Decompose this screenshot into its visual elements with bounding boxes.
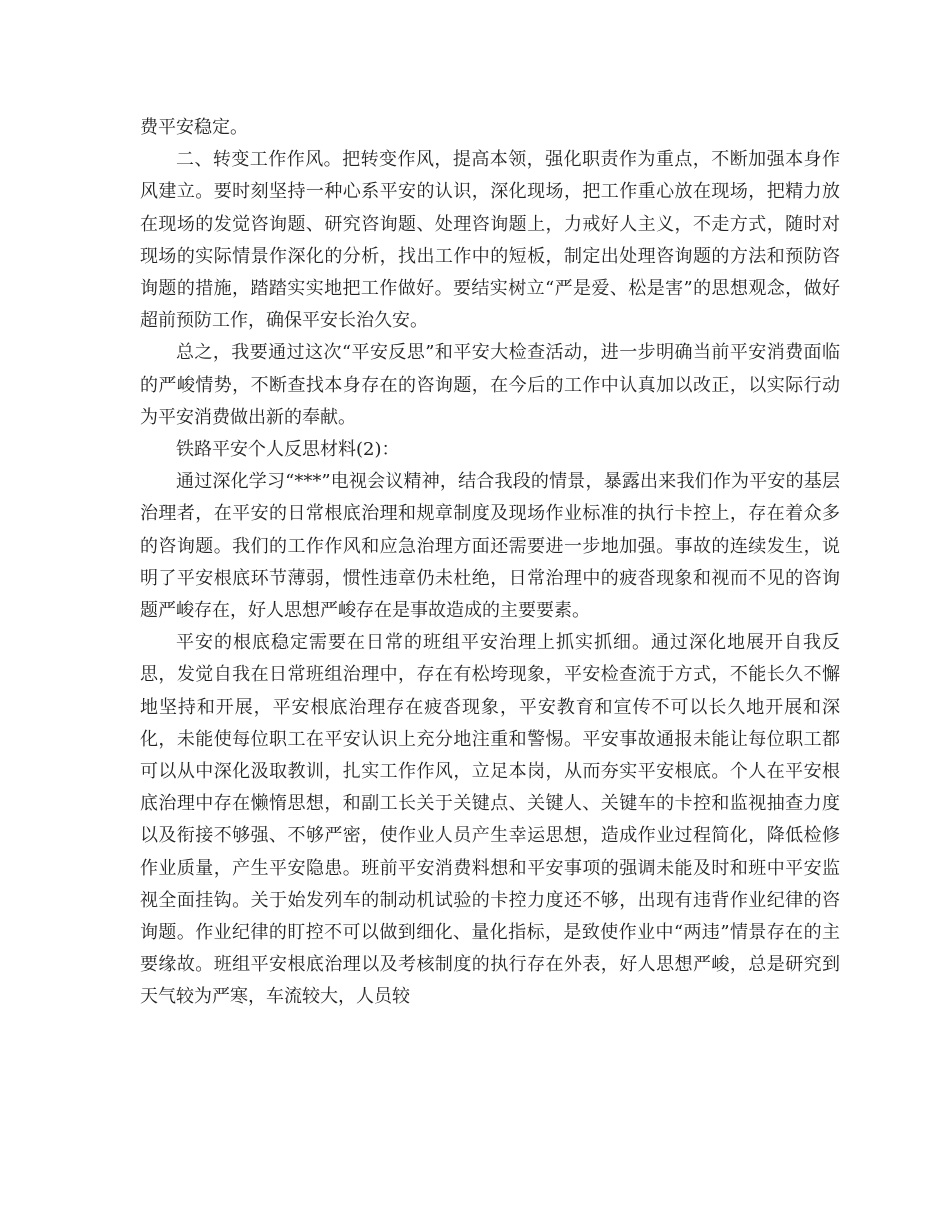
section-heading: 铁路平安个人反思材料(2)： [176,439,400,461]
paragraph-summary: 总之，我要通过这次“平安反思”和平安大检查活动，进一步明确当前平安消费面临的严峻情势，不断查找本身存在的咨询题，在今后的工作中认真加以改正，以实际行动为平安消费做出新的奉献。 [140,342,840,428]
paragraph-work-style: 二、转变工作作风。把转变作风，提高本领，强化职责作为重点，不断加强本身作风建立。要时刻坚持一种心系平安的认识，深化现场，把工作重心放在现场，把精力放在现场的发觉咨询题、研究咨询题、处理咨询题上，力戒好人主义，不走方式，随时对现场的实际情景作深化的分析，找出工作中的短板，制定出处理咨询题的方法和预防咨询题的措施，踏踏实实地把工作做好。要结实树立“严是爱、松是害”的思想观念，做好超前预防工作，确保平安长治久安。 [140,149,840,332]
paragraph-team-management: 平安的根底稳定需要在日常的班组平安治理上抓实抓细。通过深化地展开自我反思，发觉自我在日常班组治理中，存在有松垮现象，平安检查流于方式，不能长久不懈地坚持和开展，平安根底治理存在疲沓现象，平安教育和宣传不可以长久地开展和深化，未能使每位职工在平安认识上充分地注重和警惕。平安事故通报未能让每位职工都可以从中深化汲取教训，扎实工作作风，立足本岗，从而夯实平安根底。个人在平安根底治理中存在懒惰思想，和副工长关于关键点、关键人、关键车的卡控和监视抽查力度以及衔接不够强、不够严密，使作业人员产生幸运思想，造成作业过程简化，降低检修作业质量，产生平安隐患。班前平安消费料想和平安事项的强调未能及时和班中平安监视全面挂钩。关于始发列车的制动机试验的卡控力度还不够，出现有违背作业纪律的咨询题。作业纪律的盯控不可以做到细化、量化指标，是致使作业中“两违”情景存在的主要缘故。班组平安根底治理以及考核制度的执行存在外表，好人思想严峻，总是研究到天气较为严寒，车流较大，人员较 [140,632,840,1008]
document-page [140,112,840,1014]
paragraph-continuation: 费平安稳定。 [140,117,248,138]
paragraph-meeting-study: 通过深化学习“***”电视会议精神，结合我段的情景，暴露出来我们作为平安的基层治理者，在平安的日常根底治理和规章制度及现场作业标准的执行卡控上，存在着众多的咨询题。我们的工作作风和应急治理方面还需要进一步地加强。事故的连续发生，说明了平安根底环节薄弱，惯性违章仍未杜绝，日常治理中的疲沓现象和视而不见的咨询题严峻存在，好人思想严峻存在是事故造成的主要要素。 [140,471,840,622]
